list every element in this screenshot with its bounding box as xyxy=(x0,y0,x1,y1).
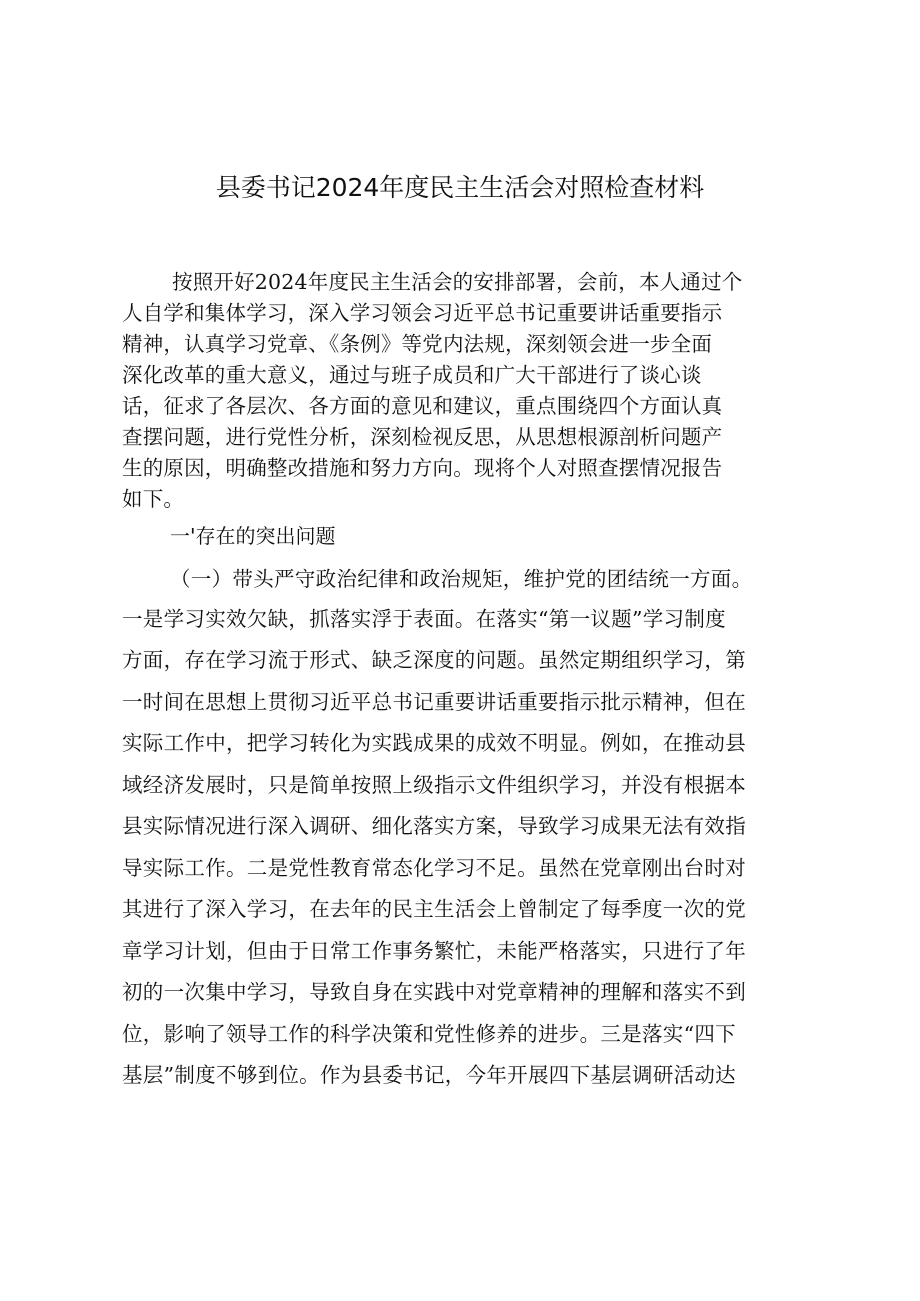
body-line: 导实际工作。二是党性教育常态化学习不足。虽然在党章刚出台时对 xyxy=(122,856,746,880)
intro-line: 人自学和集体学习，深入学习领会习近平总书记重要讲话重要指示 xyxy=(122,301,723,325)
intro-line: 精神，认真学习党章、《条例》等党内法规，深刻领会进一步全面 xyxy=(122,332,713,356)
body-line: 初的一次集中学习，导致自身在实践中对党章精神的理解和落实不到 xyxy=(122,980,746,1004)
intro-line: 生的原因，明确整改措施和努力方向。现将个人对照查摆情况报告 xyxy=(122,456,723,480)
body-line: 县实际情况进行深入调研、细化落实方案，导致学习成果无法有效指 xyxy=(122,814,746,838)
body-line: 实际工作中，把学习转化为实践成果的成效不明显。例如，在推动县 xyxy=(122,731,746,755)
intro-line: 如下。 xyxy=(122,487,185,511)
intro-line: 话，征求了各层次、各方面的意见和建议，重点围绕四个方面认真 xyxy=(122,394,723,418)
intro-line: 深化改革的重大意义，通过与班子成员和广大干部进行了谈心谈 xyxy=(122,363,702,387)
document-title: 县委书记2024年度民主生活会对照检查材料 xyxy=(215,173,705,202)
body-line: 基层”制度不够到位。作为县委书记，今年开展四下基层调研活动达 xyxy=(122,1063,736,1087)
body-line: 位，影响了领导工作的科学决策和党性修养的进步。三是落实“四下 xyxy=(122,1022,736,1046)
body-line: 域经济发展时，只是简单按照上级指示文件组织学习，并没有根据本 xyxy=(122,773,746,797)
body-line: 方面，存在学习流于形式、缺乏深度的问题。虽然定期组织学习，第 xyxy=(122,648,746,672)
body-line: 其进行了深入学习，在去年的民主生活会上曾制定了每季度一次的党 xyxy=(122,897,746,921)
body-line: 一时间在思想上贯彻习近平总书记重要讲话重要指示批示精神，但在 xyxy=(122,690,746,714)
intro-line: 按照开好2024年度民主生活会的安排部署，会前，本人通过个 xyxy=(172,270,743,294)
body-line: 章学习计划，但由于日常工作事务繁忙，未能严格落实，只进行了年 xyxy=(122,939,746,963)
body-line: （一）带头严守政治纪律和政治规矩，维护党的团结统一方面。 xyxy=(170,567,753,591)
section-heading: 一'存在的突出问题 xyxy=(170,524,336,548)
intro-line: 查摆问题，进行党性分析，深刻检视反思，从思想根源剖析问题产 xyxy=(122,425,723,449)
body-line: 一是学习实效欠缺，抓落实浮于表面。在落实“第一议题”学习制度 xyxy=(122,607,726,631)
